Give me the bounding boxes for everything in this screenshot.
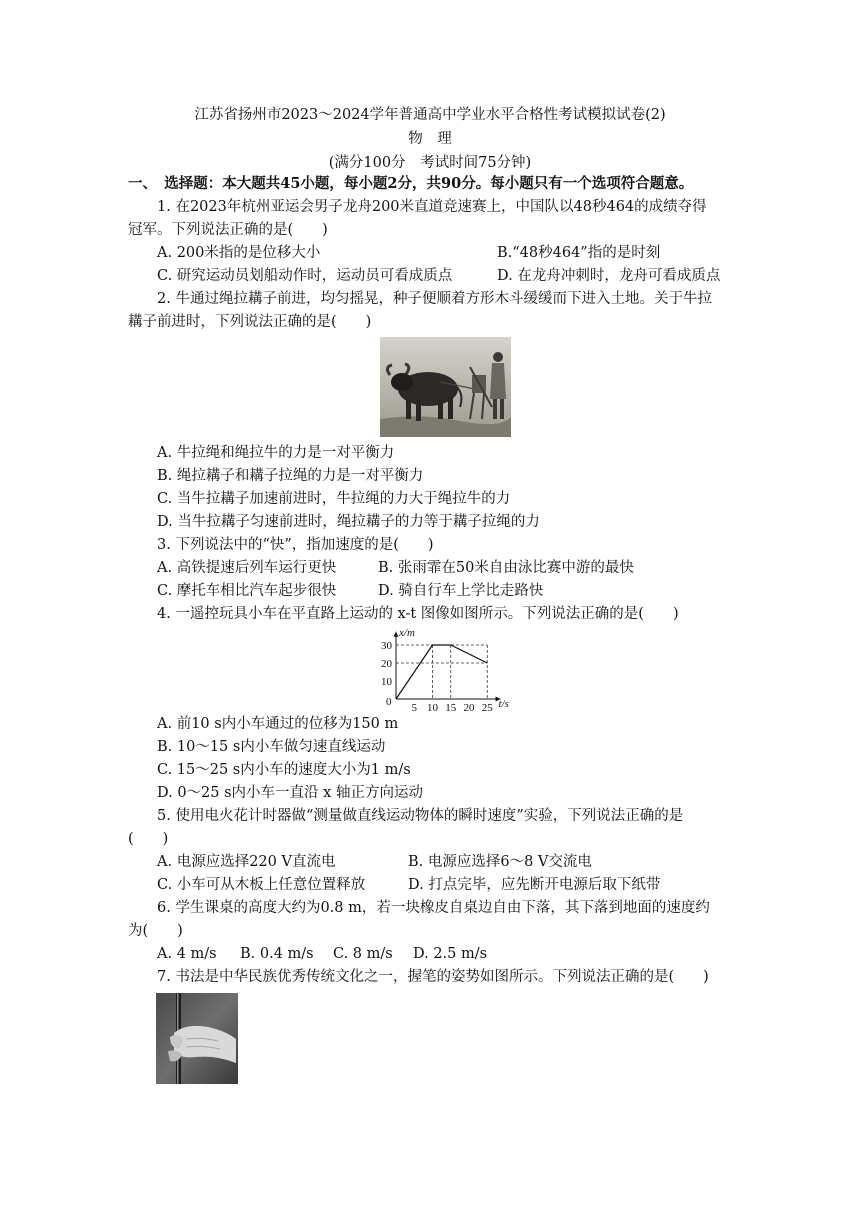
exam-info: (满分100分 考试时间75分钟) <box>328 155 532 171</box>
q4-stem: 4. 一遥控玩具小车在平直路上运动的 x-t 图像如图所示。下列说法正确的是( ) <box>157 606 679 622</box>
xt-series-line <box>396 645 487 699</box>
q1-option-b: B.“48秒464”指的是时刻 <box>497 245 661 261</box>
q2-option-a: A. 牛拉绳和绳拉牛的力是一对平衡力 <box>157 445 395 461</box>
x-tick-label: 15 <box>445 702 457 714</box>
y-axis-label: x/m <box>399 626 415 639</box>
y-tick-label: 20 <box>381 658 392 670</box>
x-tick-label: 10 <box>427 702 438 714</box>
q1-stem-line1: 1. 在2023年杭州亚运会男子龙舟200米直道竞速赛上，中国队以48秒464的成绩夺得 <box>157 199 707 215</box>
q5-option-d: D. 打点完毕，应先断开电源后取下纸带 <box>408 877 661 893</box>
x-tick-label: 25 <box>481 702 493 714</box>
q5-option-a: A. 电源应选择220 V直流电 <box>157 854 336 870</box>
q1-option-a: A. 200米指的是位移大小 <box>157 245 321 261</box>
x-tick-label: 5 <box>411 702 417 714</box>
brush-grip-photo <box>156 993 238 1084</box>
q2-option-d: D. 当牛拉耩子匀速前进时，绳拉耩子的力等于耩子拉绳的力 <box>157 514 540 530</box>
q2-stem-line1: 2. 牛通过绳拉耩子前进，均匀摇晃，种子便顺着方形木斗缓缓而下进入土地。关于牛拉 <box>157 291 712 307</box>
q6-option-d: D. 2.5 m/s <box>413 946 488 962</box>
ox-seeder-illustration <box>380 337 511 437</box>
exam-title: 江苏省扬州市2023～2024学年普通高中学业水平合格性考试模拟试卷(2) <box>194 107 666 123</box>
q5-option-c: C. 小车可从木板上任意位置释放 <box>157 877 366 893</box>
y-tick-label: 10 <box>381 676 392 688</box>
q5-option-b: B. 电源应选择6～8 V交流电 <box>408 854 592 870</box>
q3-option-c: C. 摩托车相比汽车起步很快 <box>157 583 337 599</box>
q4-option-d: D. 0～25 s内小车一直沿 x 轴正方向运动 <box>157 785 423 801</box>
q6-stem-line2: 为( ) <box>128 923 183 939</box>
x-axis-label: t/s <box>498 698 509 710</box>
q2-stem-line2: 耩子前进时，下列说法正确的是( ) <box>128 314 372 330</box>
origin-label: 0 <box>386 696 392 708</box>
q5-stem-line2: ( ) <box>128 831 169 847</box>
q1-option-d: D. 在龙舟冲刺时，龙舟可看成质点 <box>497 268 721 284</box>
q3-option-d: D. 骑自行车上学比走路快 <box>378 583 544 599</box>
q1-stem-line2: 冠军。下列说法正确的是( ) <box>128 222 328 238</box>
y-tick-label: 30 <box>381 640 392 652</box>
q6-option-c: C. 8 m/s <box>333 946 393 962</box>
q2-option-b: B. 绳拉耩子和耩子拉绳的力是一对平衡力 <box>157 468 424 484</box>
q3-option-b: B. 张雨霏在50米自由泳比赛中游的最快 <box>378 560 634 576</box>
section-heading: 一、 选择题：本大题共45小题，每小题2分，共90分。每小题只有一个选项符合题意。 <box>128 175 694 192</box>
q4-option-a: A. 前10 s内小车通过的位移为150 m <box>157 716 399 732</box>
q4-option-b: B. 10～15 s内小车做匀速直线运动 <box>157 739 386 755</box>
q3-stem: 3. 下列说法中的“快”，指加速度的是( ) <box>157 537 434 553</box>
q3-option-a: A. 高铁提速后列车运行更快 <box>157 560 337 576</box>
xt-graph <box>360 619 520 715</box>
y-axis-arrow <box>394 632 399 637</box>
q5-stem-line1: 5. 使用电火花计时器做“测量做直线运动物体的瞬时速度”实验，下列说法正确的是 <box>157 808 684 824</box>
q7-stem: 7. 书法是中华民族优秀传统文化之一，握笔的姿势如图所示。下列说法正确的是( ) <box>157 969 709 985</box>
x-tick-label: 20 <box>463 702 475 714</box>
q6-option-b: B. 0.4 m/s <box>240 946 314 962</box>
q2-option-c: C. 当牛拉耩子加速前进时，牛拉绳的力大于绳拉牛的力 <box>157 491 511 507</box>
xt-chart-svg <box>360 619 520 715</box>
q4-option-c: C. 15～25 s内小车的速度大小为1 m/s <box>157 762 411 778</box>
q6-option-a: A. 4 m/s <box>157 946 217 962</box>
subject-title: 物 理 <box>408 131 452 147</box>
q1-option-c: C. 研究运动员划船动作时，运动员可看成质点 <box>157 268 453 284</box>
q6-stem-line1: 6. 学生课桌的高度大约为0.8 m，若一块橡皮自桌边自由下落，其下落到地面的速度约 <box>157 900 710 916</box>
